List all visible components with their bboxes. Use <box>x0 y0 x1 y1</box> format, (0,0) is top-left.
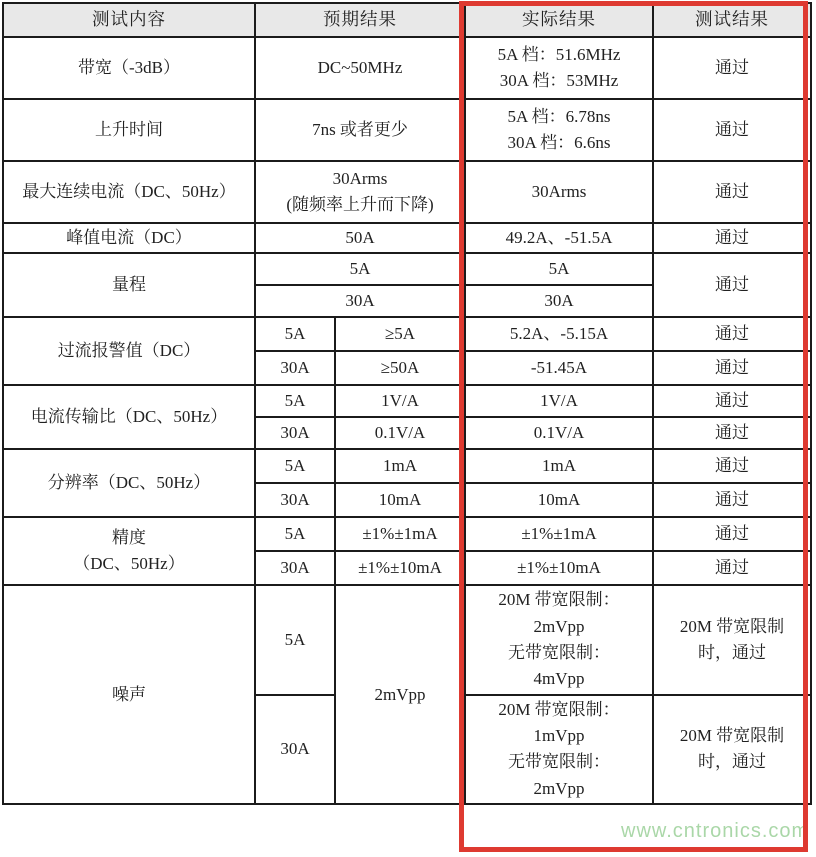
noise-result-5a-line2: 时，通过 <box>698 643 766 663</box>
rise-time-actual-30a: 30A 档：6.6ns <box>507 133 611 152</box>
cell-noise-result-5a <box>653 585 811 694</box>
row-overcurrent-alarm-5a <box>3 317 811 351</box>
cell-transfer-ratio-range-30a: 30A <box>255 417 335 449</box>
cell-bandwidth-result: 通过 <box>653 37 811 99</box>
max-current-expected-note: (随频率上升而下降) <box>286 195 434 214</box>
cell-accuracy-expected-30a: ±1%±10mA <box>335 551 465 585</box>
row-noise-5a <box>3 585 811 694</box>
row-transfer-ratio-5a <box>3 385 811 417</box>
cell-bandwidth-actual <box>465 37 653 99</box>
cell-oc-alarm-actual-5a: 5.2A、-5.15A <box>465 317 653 351</box>
noise-actual-30a-line3: 无带宽限制： <box>508 752 610 772</box>
cell-transfer-ratio-result-30a: 通过 <box>653 417 811 449</box>
cell-resolution-actual-30a: 10mA <box>465 483 653 517</box>
noise-result-5a-line1: 20M 带宽限制 <box>679 616 785 636</box>
cell-peak-current-result: 通过 <box>653 223 811 253</box>
cell-noise-actual-5a <box>465 585 653 694</box>
cell-range-result: 通过 <box>653 253 811 317</box>
cell-bandwidth-expected: DC~50MHz <box>255 37 465 99</box>
cell-resolution-result-5a: 通过 <box>653 449 811 483</box>
row-rise-time <box>3 99 811 161</box>
header-expected-result: 预期结果 <box>255 3 465 37</box>
cell-max-current-result: 通过 <box>653 161 811 223</box>
cell-transfer-ratio-expected-30a: 0.1V/A <box>335 417 465 449</box>
row-bandwidth <box>3 37 811 99</box>
cell-oc-alarm-expected-30a: ≥50A <box>335 351 465 385</box>
noise-actual-5a-line1: 20M 带宽限制： <box>498 590 620 610</box>
cell-max-current-name: 最大连续电流（DC、50Hz） <box>3 161 255 223</box>
cell-resolution-range-5a: 5A <box>255 449 335 483</box>
noise-result-30a-line2: 时，通过 <box>698 752 766 772</box>
watermark-text: www.cntronics.com <box>621 820 810 842</box>
max-current-expected-value: 30Arms <box>332 168 388 188</box>
cell-transfer-ratio-expected-5a: 1V/A <box>335 385 465 417</box>
cell-noise-actual-30a <box>465 695 653 804</box>
cell-resolution-name: 分辨率（DC、50Hz） <box>3 449 255 517</box>
test-results-table <box>2 2 812 805</box>
noise-result-30a-line1: 20M 带宽限制 <box>679 726 785 746</box>
cell-accuracy-expected-5a: ±1%±1mA <box>335 517 465 551</box>
row-resolution-5a <box>3 449 811 483</box>
row-peak-current <box>3 223 811 253</box>
cell-peak-current-name: 峰值电流（DC） <box>3 223 255 253</box>
row-range-5a <box>3 253 811 285</box>
cell-bandwidth-name: 带宽（-3dB） <box>3 37 255 99</box>
noise-actual-5a-line4: 4mVpp <box>533 669 585 689</box>
cell-accuracy-range-5a: 5A <box>255 517 335 551</box>
cell-accuracy-result-5a: 通过 <box>653 517 811 551</box>
cell-range-name: 量程 <box>3 253 255 317</box>
cell-transfer-ratio-name: 电流传输比（DC、50Hz） <box>3 385 255 449</box>
header-test-result: 测试结果 <box>653 3 811 37</box>
noise-actual-30a-line4: 2mVpp <box>533 778 585 798</box>
cell-max-current-actual: 30Arms <box>465 161 653 223</box>
cell-rise-time-result: 通过 <box>653 99 811 161</box>
cell-range-actual-30a: 30A <box>465 285 653 317</box>
cell-peak-current-expected: 50A <box>255 223 465 253</box>
rise-time-actual-5a: 5A 档：6.78ns <box>507 106 611 126</box>
row-accuracy-5a <box>3 517 811 551</box>
cell-range-actual-5a: 5A <box>465 253 653 285</box>
cell-oc-alarm-actual-30a: -51.45A <box>465 351 653 385</box>
cell-oc-alarm-result-5a: 通过 <box>653 317 811 351</box>
header-test-content: 测试内容 <box>3 3 255 37</box>
cell-transfer-ratio-range-5a: 5A <box>255 385 335 417</box>
cell-range-expected-5a: 5A <box>255 253 465 285</box>
cell-transfer-ratio-actual-5a: 1V/A <box>465 385 653 417</box>
header-actual-result: 实际结果 <box>465 3 653 37</box>
cell-noise-range-5a: 5A <box>255 585 335 694</box>
cell-resolution-expected-30a: 10mA <box>335 483 465 517</box>
cell-noise-range-30a: 30A <box>255 695 335 804</box>
cell-resolution-actual-5a: 1mA <box>465 449 653 483</box>
cell-resolution-range-30a: 30A <box>255 483 335 517</box>
cell-peak-current-actual: 49.2A、-51.5A <box>465 223 653 253</box>
accuracy-name-line2: （DC、50Hz） <box>73 554 185 574</box>
cell-oc-alarm-range-30a: 30A <box>255 351 335 385</box>
cell-resolution-result-30a: 通过 <box>653 483 811 517</box>
cell-oc-alarm-name: 过流报警值（DC） <box>3 317 255 385</box>
cell-noise-result-30a <box>653 695 811 804</box>
table-header-row <box>3 3 811 37</box>
cell-range-expected-30a: 30A <box>255 285 465 317</box>
cell-transfer-ratio-result-5a: 通过 <box>653 385 811 417</box>
cell-noise-expected: 2mVpp <box>335 585 465 804</box>
accuracy-name-line1: 精度 <box>112 528 146 547</box>
cell-max-current-expected <box>255 161 465 223</box>
cell-accuracy-result-30a: 通过 <box>653 551 811 585</box>
noise-actual-30a-line1: 20M 带宽限制： <box>498 699 620 719</box>
cell-resolution-expected-5a: 1mA <box>335 449 465 483</box>
cell-accuracy-range-30a: 30A <box>255 551 335 585</box>
cell-oc-alarm-expected-5a: ≥5A <box>335 317 465 351</box>
cell-transfer-ratio-actual-30a: 0.1V/A <box>465 417 653 449</box>
cell-rise-time-actual <box>465 99 653 161</box>
cell-oc-alarm-range-5a: 5A <box>255 317 335 351</box>
bandwidth-actual-30a: 30A 档：53MHz <box>499 71 619 90</box>
row-max-continuous-current <box>3 161 811 223</box>
cell-oc-alarm-result-30a: 通过 <box>653 351 811 385</box>
noise-actual-30a-line2: 1mVpp <box>533 726 585 746</box>
noise-actual-5a-line2: 2mVpp <box>533 616 585 636</box>
cell-accuracy-actual-30a: ±1%±10mA <box>465 551 653 585</box>
cell-accuracy-name <box>3 517 255 585</box>
cell-noise-name: 噪声 <box>3 585 255 804</box>
cell-rise-time-expected: 7ns 或者更少 <box>255 99 465 161</box>
noise-actual-5a-line3: 无带宽限制： <box>508 643 610 663</box>
bandwidth-actual-5a: 5A 档：51.6MHz <box>497 44 621 64</box>
cell-accuracy-actual-5a: ±1%±1mA <box>465 517 653 551</box>
cell-rise-time-name: 上升时间 <box>3 99 255 161</box>
